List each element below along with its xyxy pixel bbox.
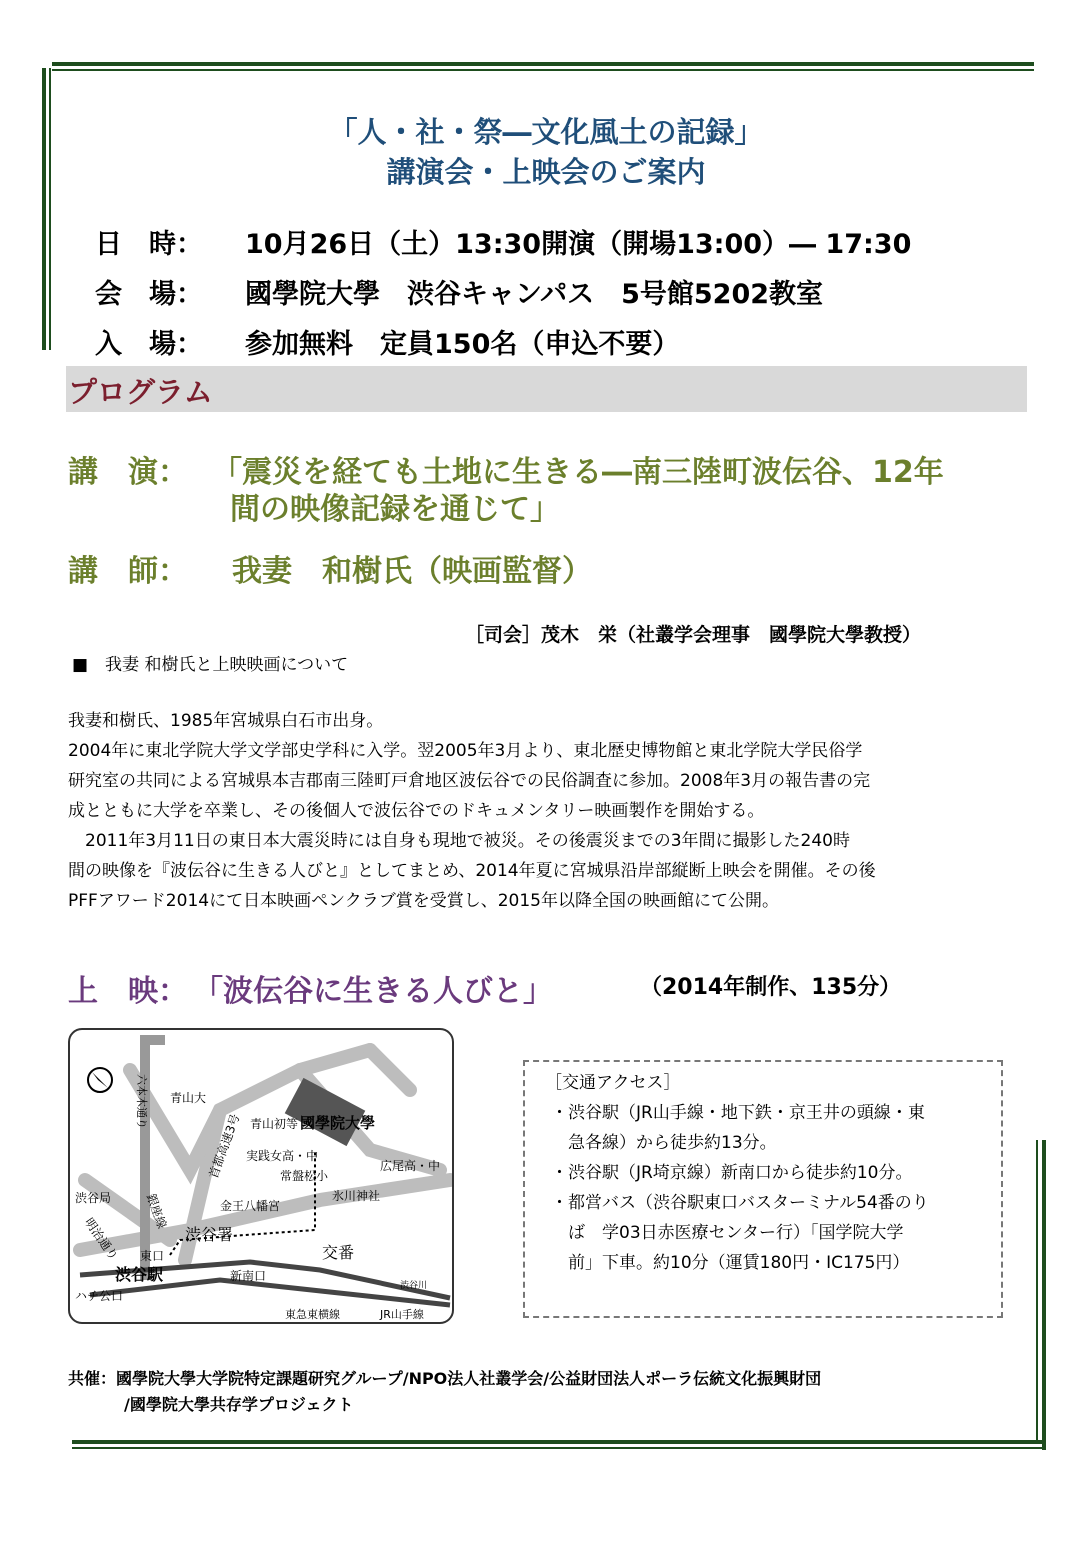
access-map	[68, 1028, 454, 1324]
frame-top-bar-2	[52, 69, 1034, 71]
lecture-title-line1: 「震災を経ても土地に生きる―南三陸町波伝谷、12年	[212, 455, 944, 490]
bio-line: PFFアワード2014にて日本映画ペンクラブ賞を受賞し、2015年以降全国の映画館にて公開。	[68, 891, 779, 911]
info-label: 入 場：	[95, 329, 203, 360]
map-label: 首都高速3号	[206, 1112, 243, 1181]
sponsor-line1: 共催：國學院大學大学院特定課題研究グループ/NPO法人社叢学会/公益財団法人ポーラ伝統文化振興財団	[68, 1369, 822, 1388]
access-line: 前」下車。約10分（運賃180円・IC175円）	[551, 1253, 910, 1273]
access-line: ば 学03日赤医療センター行）「国学院大学	[551, 1223, 904, 1243]
bio-line: 成とともに大学を卒業し、その後個人で波伝谷でのドキュメンタリー映画製作を開始する。	[68, 801, 765, 821]
map-label: 氷川神社	[332, 1189, 381, 1203]
page-title-line2: 講演会・上映会のご案内	[386, 155, 706, 189]
bio-line: 間の映像を『波伝谷に生きる人びと』としてまとめ、2014年夏に宮城県沿岸部縦断上映会を開催。その後	[68, 861, 876, 881]
frame-top-bar	[52, 62, 1034, 66]
map-label: 交番	[322, 1243, 355, 1262]
bio-line: 研究室の共同による宮城県本吉郡南三陸町戸倉地区波伝谷での民俗調査に参加。2008年3月の報告書の完	[68, 771, 871, 791]
lecturer-label: 講 師：	[68, 554, 188, 589]
map-label: JR山手線	[380, 1308, 424, 1321]
info-value: 國學院大學 渋谷キャンパス 5号館5202教室	[245, 279, 824, 310]
access-line: ・渋谷駅（JR埼京線）新南口から徒歩約10分。	[551, 1163, 913, 1183]
info-value: 10月26日（土）13:30開演（開場13:00）― 17:30	[245, 229, 912, 260]
info-label: 日 時：	[95, 229, 203, 260]
map-label: 明治通り	[81, 1215, 121, 1263]
info-value: 参加無料 定員150名（申込不要）	[245, 329, 680, 360]
map-label: 常盤松小	[280, 1169, 329, 1183]
bio-line: 我妻和樹氏、1985年宮城県白石市出身。	[68, 711, 384, 731]
map-label: 東口	[140, 1249, 165, 1263]
map-label: 渋谷駅	[115, 1265, 164, 1284]
info-datetime	[95, 222, 911, 261]
map-label: 実践女高・中	[246, 1149, 319, 1163]
lecture-title-line2: 間の映像記録を通じて」	[230, 492, 560, 527]
map-drawing	[70, 1030, 452, 1322]
map-label: ハチ公口	[75, 1289, 124, 1303]
map-label: 青山初等	[250, 1117, 299, 1131]
bio-line: 2011年3月11日の東日本大震災時には自身も現地で被災。その後震災までの3年間に撮影した240時	[68, 831, 850, 851]
map-label: 渋谷川	[400, 1281, 428, 1291]
access-line: ・渋谷駅（JR山手線・地下鉄・京王井の頭線・東	[551, 1103, 925, 1123]
map-label: 渋谷局	[75, 1191, 112, 1205]
info-venue	[95, 272, 823, 311]
access-heading: ［交通アクセス］	[545, 1073, 681, 1093]
info-admission	[95, 322, 679, 361]
access-line: 急各線）から徒歩約13分。	[551, 1133, 777, 1153]
frame-right-bar-2	[1036, 1140, 1038, 1440]
bio-line: 2004年に東北学院大学文学部史学科に入学。翌2005年3月より、東北歴史博物館と東北学院大学民俗学	[68, 741, 863, 761]
sponsor-line2: /國學院大學共存学プロジェクト	[124, 1395, 354, 1414]
bio-heading: ■ 我妻 和樹氏と上映映画について	[72, 655, 349, 675]
map-label: 渋谷署	[185, 1225, 234, 1244]
bio-text	[68, 706, 1028, 916]
map-label: 國學院大學	[300, 1114, 376, 1132]
moderator: ［司会］茂木 栄（社叢学会理事 國學院大學教授）	[465, 624, 922, 646]
map-label: 銀座線	[143, 1191, 170, 1231]
map-label: 金王八幡宮	[220, 1199, 281, 1213]
info-label: 会 場：	[95, 279, 203, 310]
map-label: 青山大	[170, 1091, 207, 1105]
frame-bottom-bar-2	[72, 1447, 1042, 1449]
screening-note: （2014年制作、135分）	[640, 975, 902, 1000]
screening-title: 「波伝谷に生きる人びと」	[193, 974, 553, 1009]
frame-right-bar	[1042, 1140, 1046, 1450]
access-line: ・都営バス（渋谷駅東口バスターミナル54番のり	[551, 1193, 929, 1213]
lecture-label: 講 演：	[68, 455, 188, 490]
map-label: 新南口	[230, 1269, 267, 1283]
access-box	[523, 1060, 1003, 1318]
lecturer-name: 我妻 和樹氏（映画監督）	[232, 554, 592, 589]
screening-label: 上 映：	[68, 974, 188, 1009]
program-heading: プログラム	[68, 375, 213, 409]
page-title-line1: 「人・社・祭―文化風土の記録」	[328, 115, 764, 149]
frame-bottom-bar	[72, 1440, 1042, 1444]
map-label: 広尾高・中	[380, 1159, 441, 1173]
map-label: 東急東横線	[285, 1308, 340, 1321]
map-label: 六本木通り	[135, 1074, 148, 1129]
